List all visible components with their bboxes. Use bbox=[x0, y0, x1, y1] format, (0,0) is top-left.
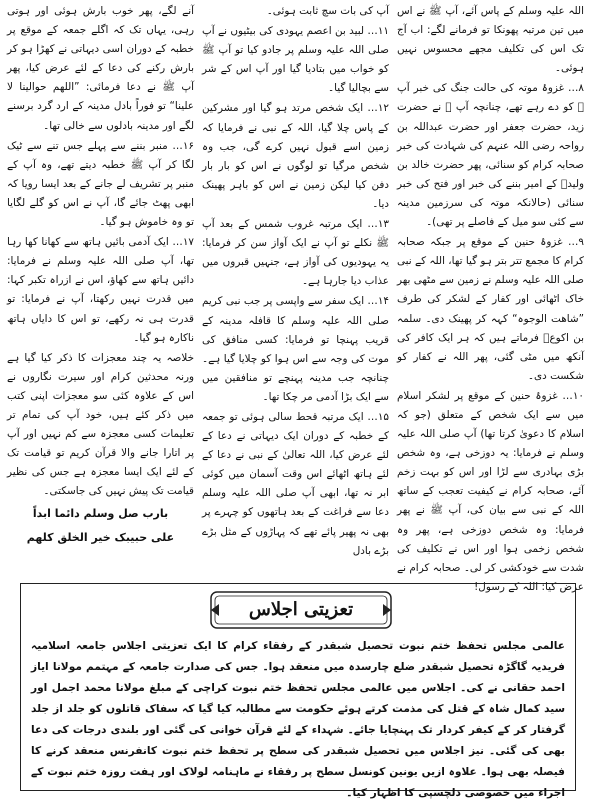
article-columns bbox=[6, 2, 584, 593]
paragraph: ۸… غزوۂ موتہ کی حالت جنگ کی خبر آپ ﷺ کو دے رہے تھے، چنانچہ آپ ﷺ نے حضرت زید، حضرت جعفر اور حضرت عبداللہ بن رواحہ رضی اللہ عنہم کی شہادت کی خبر صحابہ کرام کو سنائی، پھر حضرت خالد بن ولیدؓ کے امیر بننے کی خبر اور فتح کی خبر سنائی (حالانکہ موتہ کی سرزمین مدینہ سے کئی سو میل کے فاصلے پر تھی)۔ bbox=[397, 82, 584, 229]
paragraph: ۱۷… ایک آدمی بائیں ہاتھ سے کھانا کھا رہا تھا، آپ صلی اللہ علیہ وسلم نے فرمایا: دائیں ہاتھ سے کھاؤ، اس نے ازراہ تکبر کہا: میں قدرت نہیں رکھتا، آپ نے فرمایا: تو قدرت ہی نہ رکھے، تو اس کا دایاں ہاتھ ناکارہ ہو گیا۔ bbox=[7, 236, 194, 344]
paragraph: ۱۲… ایک شخص مرتد ہو گیا اور مشرکین کے پاس چلا گیا، اللہ کے نبی نے فرمایا کہ زمین اسے قبول نہیں کرے گی، جب وہ شخص مرگیا تو لوگوں نے اس کو بار بار دفن کیا لیکن زمین نے اس کو باہر پھینک دیا۔ bbox=[202, 102, 389, 210]
paragraph: اللہ علیہ وسلم کے پاس آئے، آپ ﷺ نے اس میں تین مرتبہ پھونکا تو فرمانے لگے: اب آج تک اس کی تکلیف مجھے محسوس نہیں ہوئی۔ bbox=[397, 5, 584, 75]
paragraph: ۱۵… ایک مرتبہ قحط سالی ہوئی تو جمعہ کے خطبہ کے دوران ایک دیہاتی نے دعا کے لئے عرض کیا، اللہ تعالیٰ کے نبی نے دعا کے لئے ہاتھ اٹھائے اس وقت آسمان میں کوئی ابر نہ تھا، ابھی آپ صلی اللہ علیہ وسلم دعا سے فراغت کے بعد ہاتھوں کو چہرے پر بھی نہ پھیر پائے تھے کہ پہاڑوں کے مثل بڑے بڑے بادل bbox=[202, 410, 389, 557]
paragraph: ۹… غزوۂ حنین کے موقع پر جبکہ صحابہ کرام کا مجمع تتر بتر ہو گیا تھا، اللہ کے نبی صلی اللہ علیہ وسلم نے زمین سے مٹھی بھر خاک اٹھائی اور کفار کے لشکر کی طرف ”شاھت الوجوہ“ کہہ کر پھینک دی۔ سلمہ بن اکوعؓ فرماتے ہیں کہ ہر ایک کافر کی آنکھ میں مٹی گئی، پھر اللہ نے کفار کو شکست دی۔ bbox=[397, 236, 584, 382]
closing-durood-line-1: بارب صل وسلم دائما ابداً bbox=[32, 507, 169, 521]
column-middle bbox=[202, 2, 389, 580]
paragraph: آپ کی بات سچ ثابت ہوئی۔ bbox=[266, 5, 389, 17]
condolence-body: عالمی مجلس تحفظ ختم نبوت تحصیل شبقدر کے رفقاء کرام کا ایک تعزیتی اجلاس جامعہ اسلامیہ فریدیہ گاگڑہ تحصیل شبقدر ضلع چارسدہ میں منعقد ہوا۔ جس کی صدارت جامعہ کے مہتمم مولانا ایاز احمد حقانی نے کی۔ اجلاس میں عالمی مجلس تحفظ ختم نبوت کراچی کے مبلغ مولانا محمد اجمل اور سید کمال شاہ کے قتل کی مذمت کرتے ہوئے حکومت سے مطالبہ کیا گیا کہ سفاک قاتلوں کو جلد از جلد گرفتار کر کے کیفر کردار تک پہنچایا جائے۔ شہداء کے لئے قرآن خوانی کی گئی اور بلندی درجات کی دعا بھی کی گئی۔ نیز اجلاس میں تحصیل شبقدر کی سطح پر تحفظ ختم نبوت کانفرنس منعقد کرنے کا فیصلہ بھی ہوا۔ علاوہ ازیں یونین کونسل سطح پر رفقاء نے ماہنامہ لولاک اور ہفت روزہ ختم نبوت کے اجراء میں خصوصی دلچسپی کا اظہار کیا۔ bbox=[31, 640, 565, 799]
column-left bbox=[7, 2, 194, 580]
condolence-title-banner bbox=[209, 590, 393, 630]
paragraph: آنے لگے، پھر خوب بارش ہوئی اور ہوتی رہی، یہاں تک کہ اگلے جمعہ کے موقع پر خطبہ کے دوران اسی دیہاتی نے کھڑا ہو کر بارش رکنے کی دعا کے لئے عرض کیا، پھر آپ ﷺ نے دعا فرمائی: ”اللھم حوالینا لا علینا“ تو فوراً بادل مدینہ کے ارد گرد برسنے لگے اور مدینہ بادلوں سے خالی تھا۔ bbox=[7, 5, 194, 132]
closing-durood-line-2: علی حبیبک خیر الخلق کلھم bbox=[26, 531, 175, 545]
paragraph: خلاصہ یہ چند معجزات کا ذکر کیا گیا ہے ورنہ محدثین کرام اور سیرت نگاروں نے اس کے علاوہ کئی سو معجزات اپنی کتب میں ذکر کئے ہیں، خود آپ کی تمام تر تعلیمات کسی معجزہ سے کم نہیں اور آپ پر اتارا جانے والا قرآن کریم تو قیامت تک کے لئے ایک ایسا معجزہ ہے جس کی نظیر قیامت تک پیش نہیں کی جاسکتی۔ bbox=[7, 351, 194, 498]
column-right bbox=[397, 2, 584, 593]
paragraph: ۱۴… ایک سفر سے واپسی پر جب نبی کریم صلی اللہ علیہ وسلم کا قافلہ مدینہ کے قریب پہنچا تو فرمایا: کسی منافق کی موت کی وجہ سے اس ہوا کو چلایا گیا ہے۔ چنانچہ جب مدینہ پہنچے تو منافقین میں سے ایک بڑا آدمی مر چکا تھا۔ bbox=[202, 295, 389, 403]
paragraph: ۱۰… غزوۂ حنین کے موقع پر لشکر اسلام میں سے ایک شخص کے متعلق (جو کہ اسلام کا دعویٰ کرتا تھا) آپ صلی اللہ علیہ وسلم نے فرمایا: یہ دوزخی ہے، وہ شخص بڑی بہادری سے لڑا اور اس کو بہت زخم آئے، صحابہ کرام نے کیفیت تعجب کے ساتھ اللہ کے نبی سے بیان کی، آپ ﷺ نے پھر فرمایا: وہ شخص دوزخی ہے، پھر وہ شخص زخمی ہوا اور اس نے تکلیف کی شدت سے خودکشی کر لی۔ صحابہ کرام نے عرض کیا: اللہ کے رسول! bbox=[397, 389, 584, 593]
paragraph: ۱۳… ایک مرتبہ غروب شمس کے بعد آپ ﷺ نکلے تو آپ نے ایک آواز سن کر فرمایا: یہ یہودیوں کی آواز ہے، جنہیں قبروں میں عذاب دیا جارہا ہے۔ bbox=[202, 218, 389, 288]
paragraph: ۱۱… لبید بن اعصم یہودی کی بیٹیوں نے آپ صلی اللہ علیہ وسلم پر جادو کیا تو آپ ﷺ کو خواب میں بتادیا گیا اور آپ اس کے شر سے بچالیا گیا۔ bbox=[202, 25, 389, 95]
paragraph: ۱۶… منبر بننے سے پہلے جس تنے سے ٹیک لگا کر آپ ﷺ خطبہ دیتے تھے، وہ آپ کے منبر پر تشریف لے جانے کے بعد ایسا رویا کہ ابھی پھٹ جائے گا، آپ نے اس کو گلے لگایا تو وہ خاموش ہو گیا۔ bbox=[7, 139, 194, 229]
condolence-news-box bbox=[20, 583, 576, 799]
condolence-title: تعزیتی اجلاس bbox=[248, 599, 354, 620]
